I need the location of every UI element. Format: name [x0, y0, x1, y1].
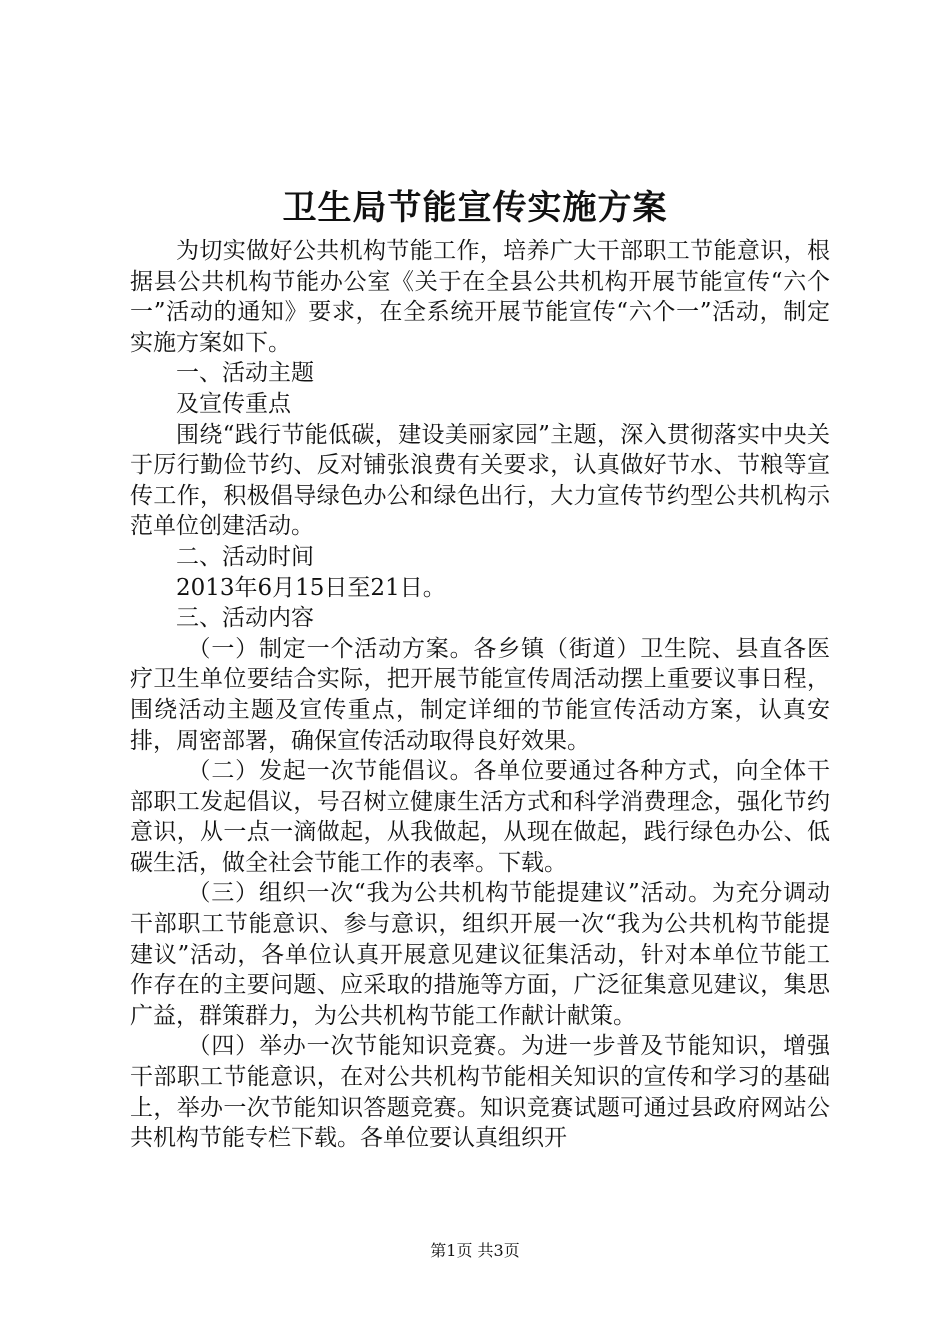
- page-footer: 第1页 共3页: [430, 1241, 520, 1260]
- heading-promotion-focus: 及宣传重点: [176, 390, 291, 417]
- heading-activity-time: 二、活动时间: [176, 543, 314, 570]
- paragraph-item-4: （四）举办一次节能知识竞赛。为进一步普及节能知识，增强干部职工节能意识，在对公共机构节能相关知识的宣传和学习的基础上，举办一次节能知识答题竞赛。知识竞赛试题可通过县政府网站公共机构节能专栏下载。各单位要认真组织开: [130, 1033, 830, 1152]
- paragraph-theme: 围绕“践行节能低碳，建设美丽家园”主题，深入贯彻落实中央关于厉行勤俭节约、反对铺张浪费有关要求，认真做好节水、节粮等宣传工作，积极倡导绿色办公和绿色出行，大力宣传节约型公共机构示范单位创建活动。: [130, 421, 830, 540]
- document-title: 卫生局节能宣传实施方案: [282, 188, 668, 228]
- paragraph-item-3: （三）组织一次“我为公共机构节能提建议”活动。为充分调动干部职工节能意识、参与意识，组织开展一次“我为公共机构节能提建议”活动，各单位认真开展意见建议征集活动，针对本单位节能工作存在的主要问题、应采取的措施等方面，广泛征集意见建议，集思广益，群策群力，为公共机构节能工作献计献策。: [130, 880, 830, 1029]
- paragraph-intro: 为切实做好公共机构节能工作，培养广大干部职工节能意识，根据县公共机构节能办公室《关于在全县公共机构开展节能宣传“六个一”活动的通知》要求，在全系统开展节能宣传“六个一”活动，制定实施方案如下。: [130, 238, 830, 356]
- paragraph-date: 2013年6月15日至21日。: [176, 574, 446, 601]
- paragraph-item-2: （二）发起一次节能倡议。各单位要通过各种方式，向全体干部职工发起倡议，号召树立健康生活方式和科学消费理念，强化节约意识，从一点一滴做起，从我做起，从现在做起，践行绿色办公、低碳生活，做全社会节能工作的表率。下载。: [130, 758, 830, 876]
- heading-activity-theme: 一、活动主题: [176, 360, 314, 387]
- heading-activity-content: 三、活动内容: [176, 605, 314, 632]
- paragraph-item-1: （一）制定一个活动方案。各乡镇（街道）卫生院、县直各医疗卫生单位要结合实际，把开展节能宣传周活动摆上重要议事日程，围绕活动主题及宣传重点，制定详细的节能宣传活动方案，认真安排，周密部署，确保宣传活动取得良好效果。: [130, 635, 830, 754]
- document-body: [130, 236, 830, 1154]
